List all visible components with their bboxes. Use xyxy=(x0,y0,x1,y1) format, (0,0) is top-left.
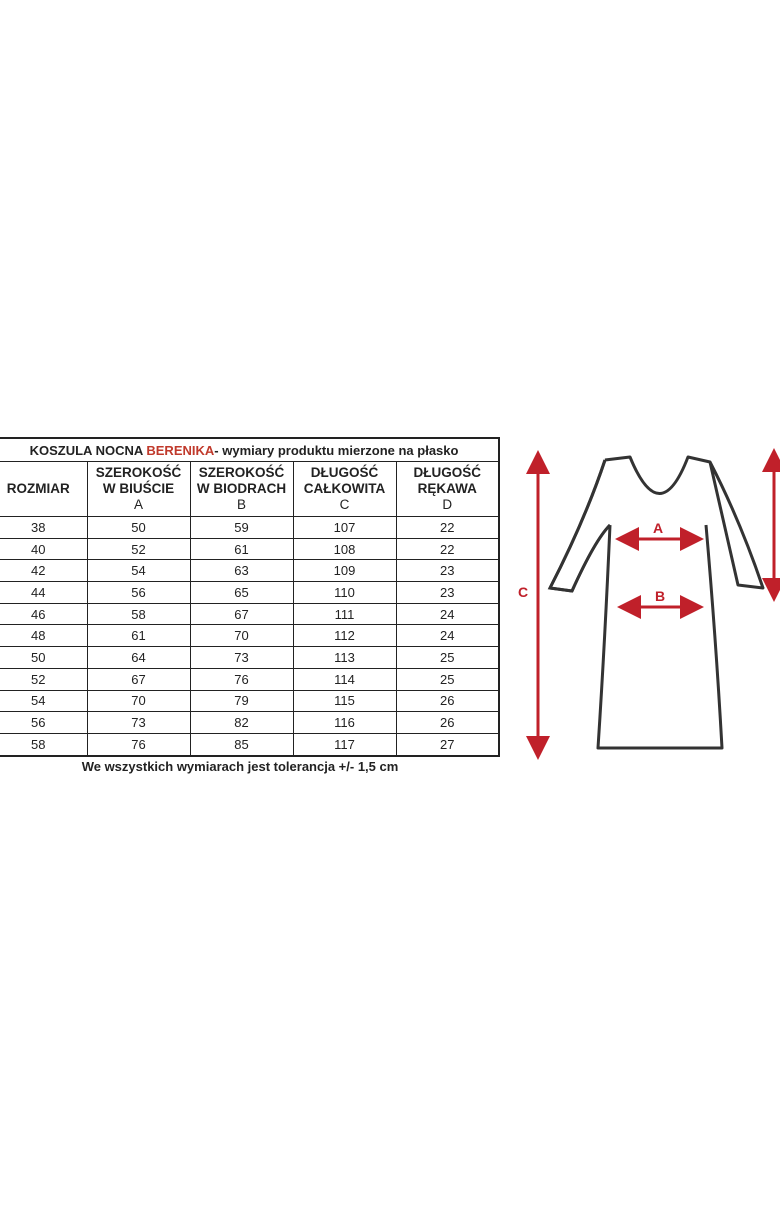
header-cell xyxy=(87,462,190,517)
table-cell: 79 xyxy=(190,690,293,712)
table-cell: 27 xyxy=(396,733,499,755)
table-cell: 54 xyxy=(87,560,190,582)
table-title-row xyxy=(0,438,499,462)
table-cell: 26 xyxy=(396,712,499,734)
table-cell: 107 xyxy=(293,517,396,539)
table-cell: 42 xyxy=(0,560,87,582)
label-a: A xyxy=(653,520,664,536)
table-row xyxy=(0,517,499,539)
table-cell: 115 xyxy=(293,690,396,712)
title-suffix: - wymiary produktu mierzone na płasko xyxy=(214,442,459,458)
table-title xyxy=(0,438,499,462)
size-table xyxy=(0,437,500,757)
table-cell: 59 xyxy=(190,517,293,539)
table-cell: 56 xyxy=(87,582,190,604)
table-cell: 46 xyxy=(0,603,87,625)
header-line: SZEROKOŚĆ xyxy=(95,465,182,480)
table-row xyxy=(0,668,499,690)
table-cell: 109 xyxy=(293,560,396,582)
table-cell: 64 xyxy=(87,647,190,669)
table-cell: 112 xyxy=(293,625,396,647)
table-cell: 54 xyxy=(0,690,87,712)
table-cell: 56 xyxy=(0,712,87,734)
header-line: RĘKAWA xyxy=(417,481,477,496)
table-cell: 65 xyxy=(190,582,293,604)
table-cell: 63 xyxy=(190,560,293,582)
table-cell: 25 xyxy=(396,647,499,669)
table-cell: 82 xyxy=(190,712,293,734)
table-cell: 85 xyxy=(190,733,293,755)
table-row xyxy=(0,582,499,604)
table-cell: 113 xyxy=(293,647,396,669)
table-cell: 52 xyxy=(87,538,190,560)
header-cell xyxy=(190,462,293,517)
table-row xyxy=(0,560,499,582)
header-line: SZEROKOŚĆ xyxy=(198,465,285,480)
table-cell: 22 xyxy=(396,538,499,560)
table-header-row xyxy=(0,462,499,517)
left-sleeve xyxy=(550,460,610,591)
label-b: B xyxy=(655,588,666,604)
table-cell: 23 xyxy=(396,560,499,582)
table-cell: 73 xyxy=(87,712,190,734)
table-cell: 70 xyxy=(190,625,293,647)
table-cell: 67 xyxy=(190,603,293,625)
table-cell: 67 xyxy=(87,668,190,690)
header-line: D xyxy=(442,497,453,512)
table-cell: 24 xyxy=(396,625,499,647)
table-cell: 40 xyxy=(0,538,87,560)
table-cell: 108 xyxy=(293,538,396,560)
title-brand: BERENIKA xyxy=(146,442,215,458)
table-cell: 76 xyxy=(190,668,293,690)
table-cell: 58 xyxy=(0,733,87,755)
table-row xyxy=(0,690,499,712)
table-cell: 24 xyxy=(396,603,499,625)
table-cell: 48 xyxy=(0,625,87,647)
table-cell: 76 xyxy=(87,733,190,755)
table-cell: 116 xyxy=(293,712,396,734)
table-cell: 61 xyxy=(190,538,293,560)
table-cell: 22 xyxy=(396,517,499,539)
table-cell: 110 xyxy=(293,582,396,604)
table-row xyxy=(0,625,499,647)
header-line: ROZMIAR xyxy=(6,481,70,496)
table-row xyxy=(0,538,499,560)
table-cell: 73 xyxy=(190,647,293,669)
table-cell: 61 xyxy=(87,625,190,647)
label-c: C xyxy=(518,584,529,600)
table-body xyxy=(0,517,499,756)
tolerance-note: We wszystkich wymiarach jest tolerancja +/- 1,5 cm xyxy=(81,759,399,774)
header-line: DŁUGOŚĆ xyxy=(310,465,379,480)
table-cell: 70 xyxy=(87,690,190,712)
table-cell: 25 xyxy=(396,668,499,690)
table-cell: 111 xyxy=(293,603,396,625)
table-cell: 50 xyxy=(87,517,190,539)
header-line: A xyxy=(133,497,143,512)
header-line: C xyxy=(339,497,350,512)
table-cell: 52 xyxy=(0,668,87,690)
table-cell: 117 xyxy=(293,733,396,755)
table-cell: 58 xyxy=(87,603,190,625)
table-cell: 44 xyxy=(0,582,87,604)
dress-diagram xyxy=(510,440,780,770)
header-line: W BIODRACH xyxy=(196,481,287,496)
header-line: W BIUŚCIE xyxy=(102,481,175,496)
table-row xyxy=(0,603,499,625)
header-cell xyxy=(396,462,499,517)
table-row xyxy=(0,647,499,669)
table-row xyxy=(0,712,499,734)
table-cell: 50 xyxy=(0,647,87,669)
table-cell: 23 xyxy=(396,582,499,604)
title-prefix: KOSZULA NOCNA xyxy=(29,442,147,458)
table-row xyxy=(0,733,499,755)
header-cell xyxy=(293,462,396,517)
header-line: B xyxy=(236,497,246,512)
header-cell xyxy=(0,462,87,517)
header-line: CAŁKOWITA xyxy=(303,481,386,496)
table-cell: 38 xyxy=(0,517,87,539)
table-cell: 26 xyxy=(396,690,499,712)
table-cell: 114 xyxy=(293,668,396,690)
header-line: DŁUGOŚĆ xyxy=(413,465,482,480)
